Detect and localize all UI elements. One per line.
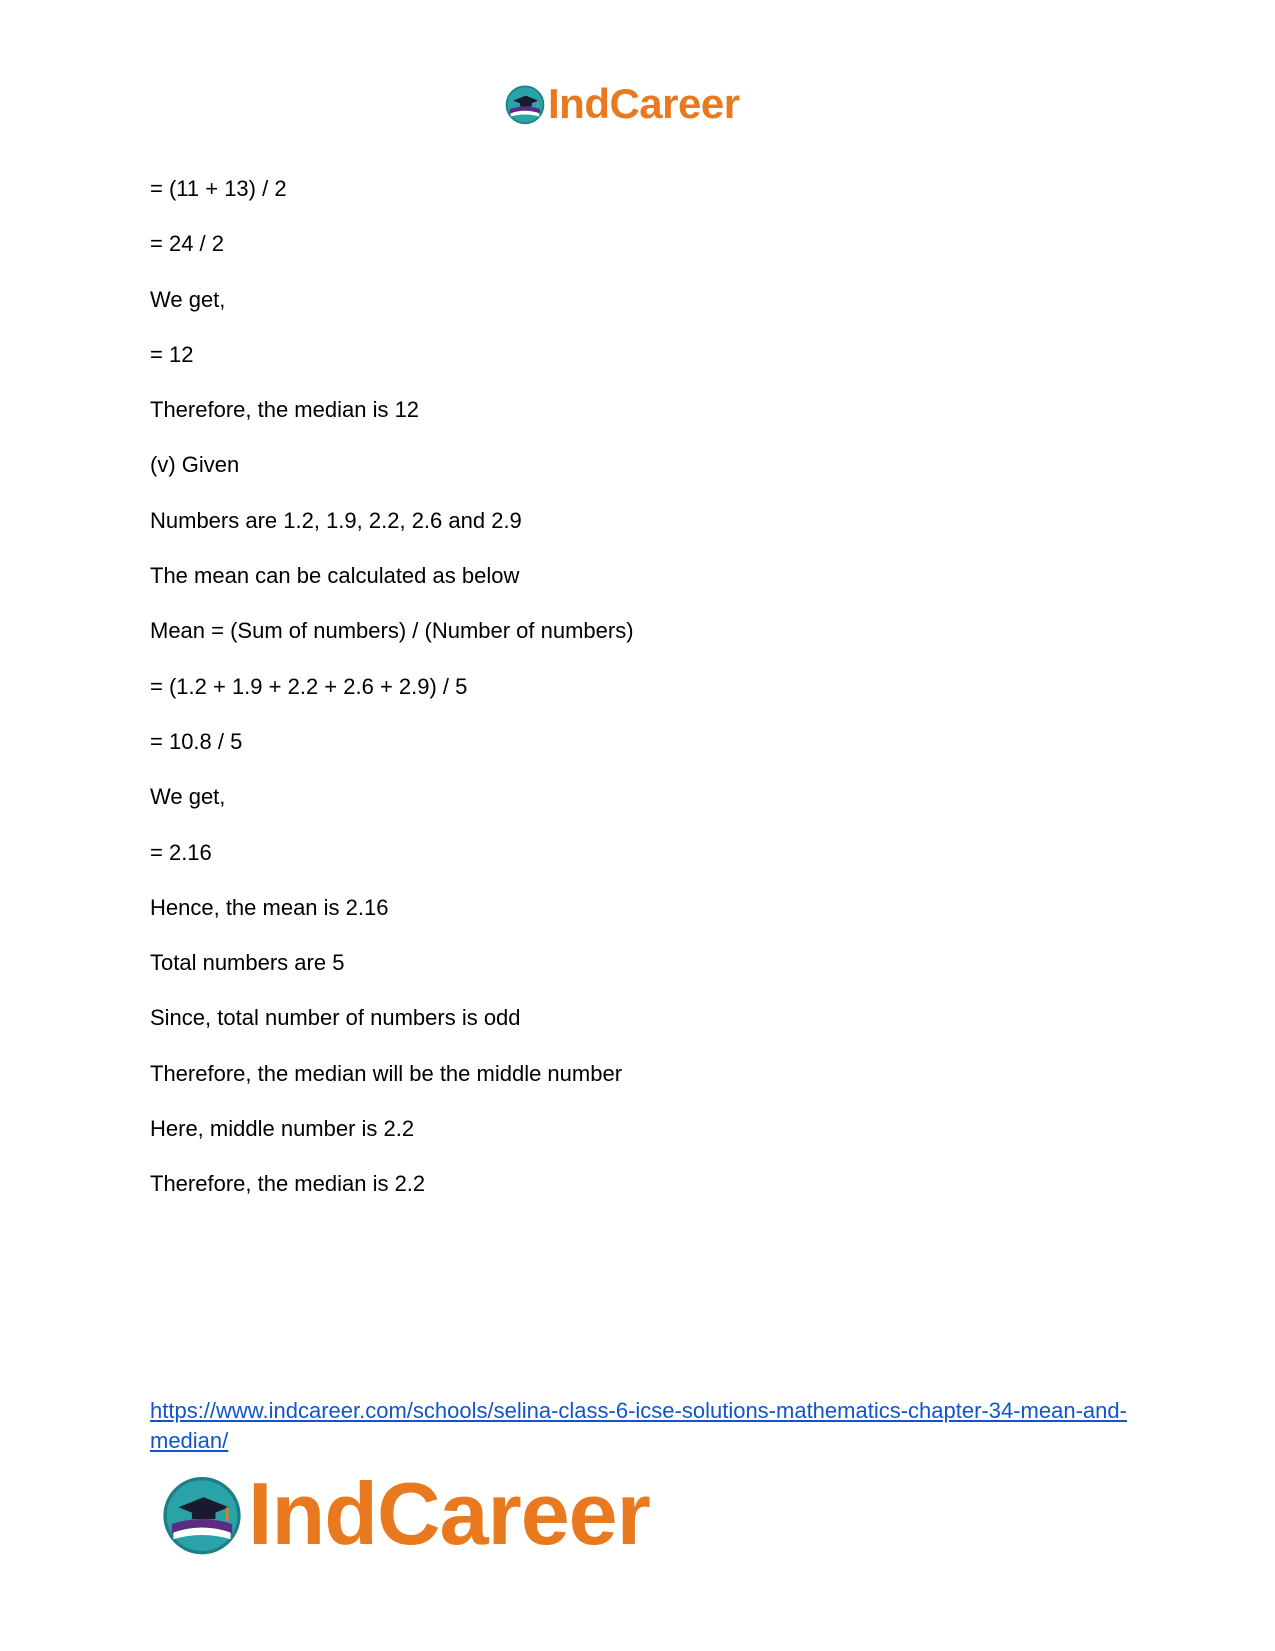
footer-logo: [160, 1466, 650, 1562]
header-logo: [504, 80, 740, 128]
text-line: = (11 + 13) / 2: [150, 176, 287, 201]
graduation-cap-books-globe-icon: [504, 83, 546, 125]
text-line: = (1.2 + 1.9 + 2.2 + 2.6 + 2.9) / 5: [150, 673, 468, 699]
text-line: Mean = (Sum of numbers) / (Number of numbers): [150, 618, 634, 644]
text-line: We get,: [150, 286, 226, 312]
text-line: Total numbers are 5: [150, 950, 345, 976]
solution-text: [150, 176, 1130, 1227]
text-line: Here, middle number is 2.2: [150, 1116, 415, 1142]
text-line: Therefore, the median is 12: [150, 397, 420, 423]
text-line: Therefore, the median will be the middle number: [150, 1060, 623, 1086]
text-line: (v) Given: [150, 452, 240, 478]
logo-wordmark: IndCareer: [248, 1464, 650, 1563]
text-line: Hence, the mean is 2.16: [150, 894, 389, 920]
source-url-link[interactable]: https://www.indcareer.com/schools/selina-class-6-icse-solutions-mathematics-chapter-34-mean-and-median/: [150, 1398, 1127, 1453]
text-line: Numbers are 1.2, 1.9, 2.2, 2.6 and 2.9: [150, 507, 522, 533]
text-line: Since, total number of numbers is odd: [150, 1005, 521, 1031]
logo-wordmark: IndCareer: [548, 80, 740, 127]
text-line: The mean can be calculated as below: [150, 563, 520, 589]
text-line: = 24 / 2: [150, 231, 225, 257]
text-line: We get,: [150, 784, 226, 810]
graduation-cap-books-globe-icon: [160, 1472, 244, 1556]
text-line: Therefore, the median is 2.2: [150, 1171, 426, 1197]
text-line: = 2.16: [150, 839, 212, 865]
text-line: = 10.8 / 5: [150, 728, 243, 754]
text-line: = 12: [150, 341, 194, 367]
